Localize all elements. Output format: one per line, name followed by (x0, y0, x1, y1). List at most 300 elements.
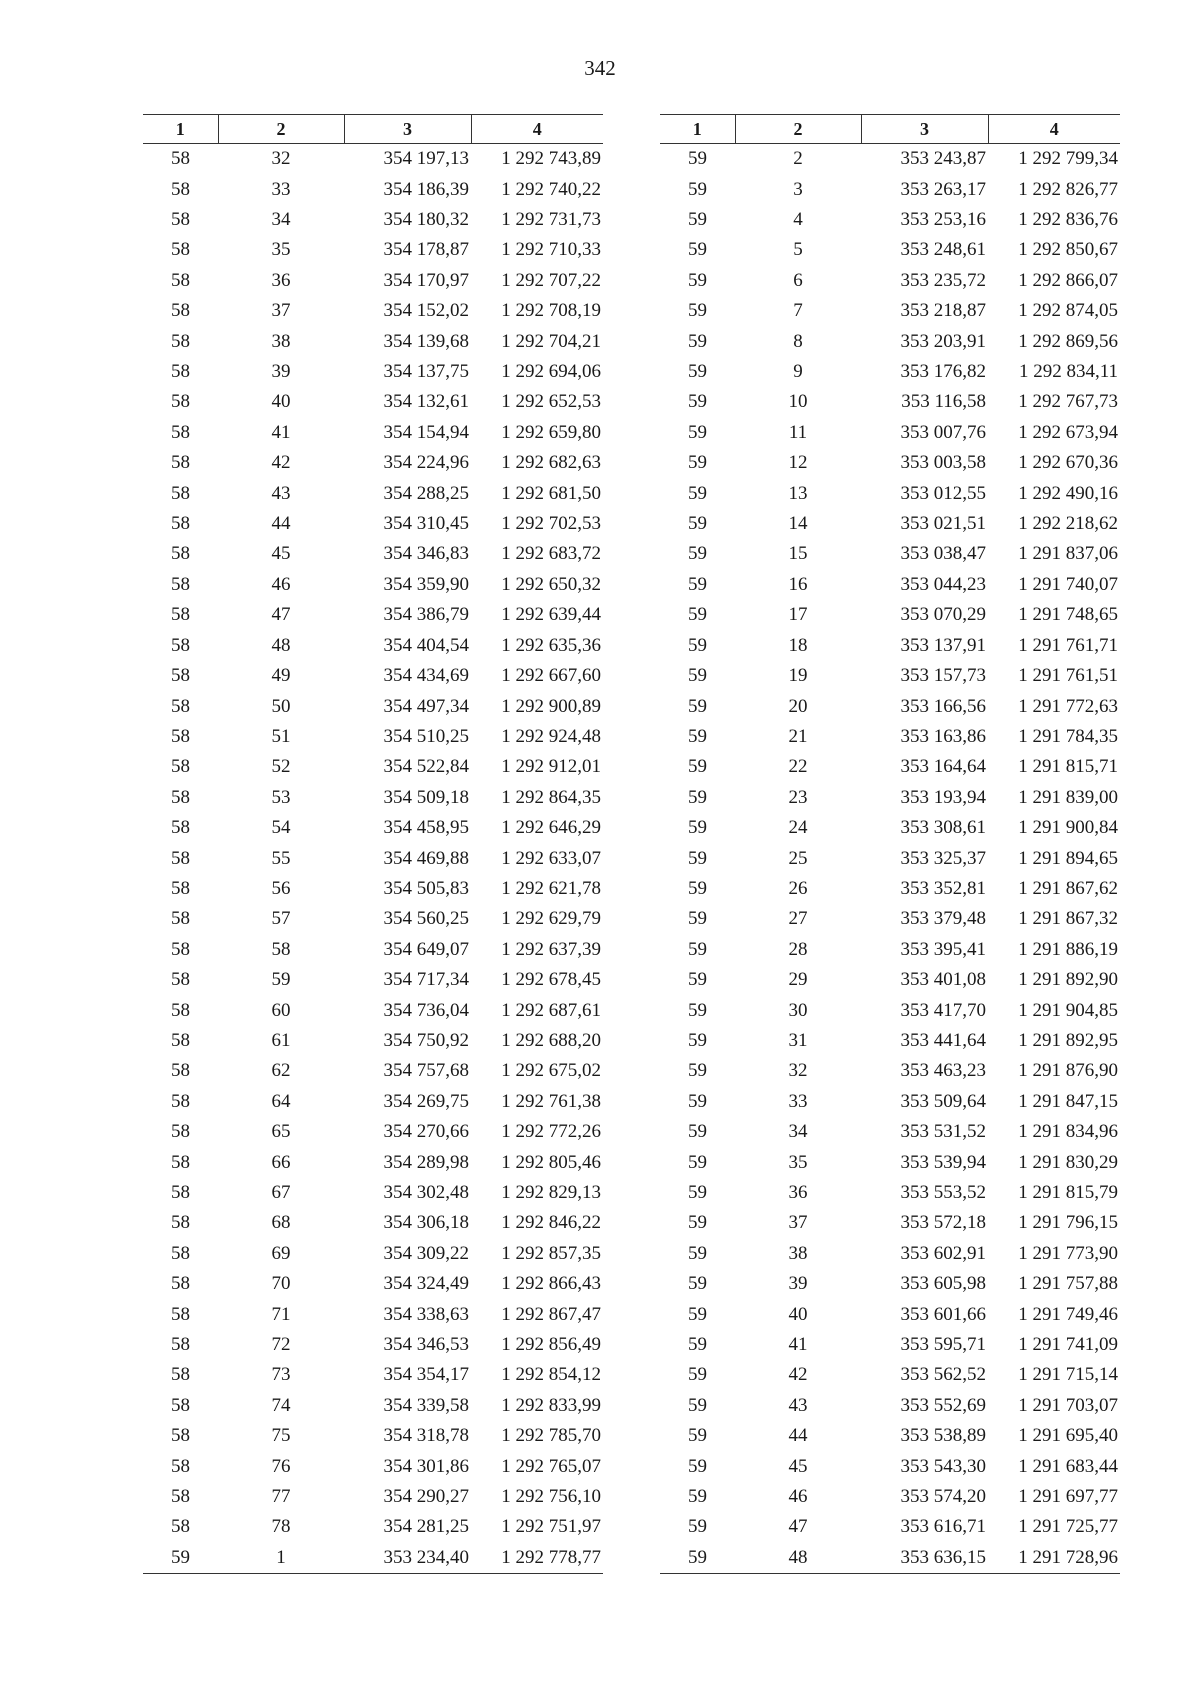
table-row (660, 174, 1120, 204)
table-cell-col-4: 1 292 857,35 (501, 1242, 601, 1264)
table-cell-col-1: 59 (688, 665, 707, 687)
table-cell-col-4: 1 292 826,77 (1018, 178, 1118, 200)
table-row (143, 296, 603, 326)
table-cell-col-4: 1 291 894,65 (1018, 847, 1118, 869)
table-cell-col-1: 58 (171, 1394, 190, 1416)
table-row (660, 144, 1120, 175)
table-cell-col-1: 59 (688, 725, 707, 747)
table-cell-col-4: 1 291 761,71 (1018, 634, 1118, 656)
table-cell-col-3: 354 505,83 (383, 877, 469, 899)
table-cell-col-3: 353 007,76 (900, 421, 986, 443)
table-row (660, 387, 1120, 417)
table-cell-col-2: 25 (788, 847, 808, 869)
table-cell-col-4: 1 292 652,53 (501, 391, 601, 413)
table-row (660, 935, 1120, 965)
table-cell-col-3: 353 441,64 (900, 1029, 986, 1051)
table-cell-col-2: 47 (271, 604, 291, 626)
table-row (660, 1330, 1120, 1360)
table-cell-col-4: 1 292 687,61 (501, 999, 601, 1021)
table-cell-col-1: 58 (171, 847, 190, 869)
table-cell-col-3: 353 539,94 (900, 1151, 986, 1173)
table-cell-col-4: 1 292 633,07 (501, 847, 601, 869)
table-cell-col-2: 15 (788, 543, 808, 565)
table-row (660, 691, 1120, 721)
table-cell-col-1: 58 (171, 330, 190, 352)
table-cell-col-1: 59 (171, 1546, 190, 1568)
table-cell-col-3: 354 180,32 (383, 209, 469, 231)
table-cell-col-3: 353 012,55 (900, 482, 986, 504)
table-cell-col-4: 1 292 670,36 (1018, 452, 1118, 474)
table-cell-col-2: 66 (271, 1151, 291, 1173)
table-cell-col-2: 46 (271, 573, 291, 595)
table-row (660, 1178, 1120, 1208)
table-cell-col-3: 353 003,58 (900, 452, 986, 474)
table-cell-col-3: 354 509,18 (383, 786, 469, 808)
table-cell-col-2: 45 (788, 1455, 808, 1477)
table-cell-col-2: 19 (788, 665, 808, 687)
table-cell-col-4: 1 291 815,71 (1018, 756, 1118, 778)
table-row (143, 1117, 603, 1147)
table-cell-col-1: 59 (688, 421, 707, 443)
table-cell-col-2: 34 (788, 1121, 808, 1143)
table-cell-col-1: 58 (171, 573, 190, 595)
table-cell-col-4: 1 291 867,62 (1018, 877, 1118, 899)
table-row (143, 935, 603, 965)
table-cell-col-2: 42 (788, 1364, 808, 1386)
table-cell-col-3: 353 531,52 (900, 1121, 986, 1143)
table-cell-col-2: 12 (788, 452, 808, 474)
table-cell-col-3: 354 434,69 (383, 665, 469, 687)
table-cell-col-1: 59 (688, 1090, 707, 1112)
table-row (660, 1208, 1120, 1238)
table-cell-col-1: 58 (171, 999, 190, 1021)
table-cell-col-1: 59 (688, 1425, 707, 1447)
table-cell-col-4: 1 292 707,22 (501, 269, 601, 291)
table-cell-col-4: 1 291 876,90 (1018, 1060, 1118, 1082)
table-cell-col-3: 354 359,90 (383, 573, 469, 595)
table-cell-col-4: 1 292 799,34 (1018, 148, 1118, 170)
table-cell-col-1: 58 (171, 513, 190, 535)
table-row (143, 266, 603, 296)
table-cell-col-2: 65 (271, 1121, 291, 1143)
table-cell-col-4: 1 292 708,19 (501, 300, 601, 322)
table-cell-col-1: 58 (171, 756, 190, 778)
table-cell-col-4: 1 292 767,73 (1018, 391, 1118, 413)
table-cell-col-4: 1 292 833,99 (501, 1394, 601, 1416)
table-cell-col-4: 1 292 682,63 (501, 452, 601, 474)
table-cell-col-2: 50 (271, 695, 291, 717)
table-cell-col-3: 353 176,82 (900, 361, 986, 383)
table-cell-col-2: 17 (788, 604, 808, 626)
table-cell-col-3: 353 253,16 (900, 209, 986, 231)
table-row (143, 1360, 603, 1390)
table-cell-col-3: 354 154,94 (383, 421, 469, 443)
table-cell-col-2: 74 (271, 1394, 291, 1416)
table-cell-col-3: 353 572,18 (900, 1212, 986, 1234)
table-row (660, 235, 1120, 265)
table-cell-col-3: 353 417,70 (900, 999, 986, 1021)
table-cell-col-1: 58 (171, 604, 190, 626)
table-cell-col-3: 353 509,64 (900, 1090, 986, 1112)
table-row (660, 1360, 1120, 1390)
table-cell-col-2: 48 (271, 634, 291, 656)
table-cell-col-2: 61 (271, 1029, 291, 1051)
table-cell-col-4: 1 291 741,09 (1018, 1334, 1118, 1356)
table-row (660, 539, 1120, 569)
table-cell-col-2: 45 (271, 543, 291, 565)
table-cell-col-3: 354 137,75 (383, 361, 469, 383)
table-cell-col-1: 59 (688, 786, 707, 808)
table-cell-col-4: 1 292 854,12 (501, 1364, 601, 1386)
table-row (143, 448, 603, 478)
table-row (143, 843, 603, 873)
table-cell-col-3: 354 510,25 (383, 725, 469, 747)
table-cell-col-1: 58 (171, 1212, 190, 1234)
table-cell-col-2: 35 (271, 239, 291, 261)
table-row (660, 752, 1120, 782)
table-cell-col-3: 354 302,48 (383, 1182, 469, 1204)
table-cell-col-2: 41 (271, 421, 291, 443)
table-cell-col-4: 1 291 847,15 (1018, 1090, 1118, 1112)
table-cell-col-2: 76 (271, 1455, 291, 1477)
table-cell-col-1: 59 (688, 573, 707, 595)
table-cell-col-2: 67 (271, 1182, 291, 1204)
table-row (660, 1269, 1120, 1299)
table-cell-col-1: 59 (688, 1546, 707, 1568)
table-cell-col-2: 40 (788, 1303, 808, 1325)
table-row (660, 1451, 1120, 1481)
table-cell-col-1: 58 (171, 148, 190, 170)
table-cell-col-4: 1 291 830,29 (1018, 1151, 1118, 1173)
table-row (143, 1299, 603, 1329)
table-cell-col-1: 58 (171, 817, 190, 839)
table-cell-col-2: 59 (271, 969, 291, 991)
table-cell-col-3: 353 157,73 (900, 665, 986, 687)
table-cell-col-1: 58 (171, 361, 190, 383)
table-cell-col-4: 1 291 900,84 (1018, 817, 1118, 839)
table-cell-col-1: 59 (688, 300, 707, 322)
table-cell-col-3: 353 552,69 (900, 1394, 986, 1416)
table-cell-col-4: 1 291 715,14 (1018, 1364, 1118, 1386)
table-row (143, 1056, 603, 1086)
table-row (660, 1026, 1120, 1056)
table-cell-col-1: 59 (688, 269, 707, 291)
table-cell-col-4: 1 291 740,07 (1018, 573, 1118, 595)
table-cell-col-2: 54 (271, 817, 291, 839)
table-row (143, 357, 603, 387)
table-cell-col-3: 354 736,04 (383, 999, 469, 1021)
table-cell-col-1: 59 (688, 239, 707, 261)
table-cell-col-2: 4 (793, 209, 803, 231)
table-cell-col-4: 1 291 725,77 (1018, 1516, 1118, 1538)
table-cell-col-3: 354 339,58 (383, 1394, 469, 1416)
table-cell-col-3: 353 605,98 (900, 1273, 986, 1295)
table-cell-col-3: 353 401,08 (900, 969, 986, 991)
table-row (660, 813, 1120, 843)
table-cell-col-1: 58 (171, 938, 190, 960)
table-cell-col-1: 59 (688, 1364, 707, 1386)
table-cell-col-1: 59 (688, 452, 707, 474)
table-cell-col-4: 1 292 743,89 (501, 148, 601, 170)
table-cell-col-1: 59 (688, 361, 707, 383)
table-cell-col-4: 1 292 675,02 (501, 1060, 601, 1082)
table-cell-col-2: 10 (788, 391, 808, 413)
table-cell-col-4: 1 292 805,46 (501, 1151, 601, 1173)
table-cell-col-1: 58 (171, 665, 190, 687)
table-row (143, 904, 603, 934)
table-cell-col-4: 1 291 796,15 (1018, 1212, 1118, 1234)
table-cell-col-3: 354 318,78 (383, 1425, 469, 1447)
table-cell-col-2: 30 (788, 999, 808, 1021)
table-row (660, 600, 1120, 630)
table-cell-col-2: 43 (788, 1394, 808, 1416)
table-cell-col-3: 353 263,17 (900, 178, 986, 200)
table-cell-col-2: 36 (788, 1182, 808, 1204)
table-cell-col-2: 75 (271, 1425, 291, 1447)
table-cell-col-3: 353 070,29 (900, 604, 986, 626)
column-header-3: 3 (344, 115, 471, 144)
table-row (143, 752, 603, 782)
table-cell-col-4: 1 292 683,72 (501, 543, 601, 565)
table-row (660, 1056, 1120, 1086)
table-cell-col-1: 58 (171, 391, 190, 413)
table-cell-col-4: 1 292 846,22 (501, 1212, 601, 1234)
table-row (660, 418, 1120, 448)
table-cell-col-2: 71 (271, 1303, 291, 1325)
table-cell-col-1: 59 (688, 938, 707, 960)
table-cell-col-4: 1 292 218,62 (1018, 513, 1118, 535)
table-row (660, 1543, 1120, 1574)
table-cell-col-1: 59 (688, 817, 707, 839)
table-cell-col-2: 5 (793, 239, 803, 261)
table-cell-col-1: 59 (688, 908, 707, 930)
table-row (660, 1482, 1120, 1512)
table-row (143, 1512, 603, 1542)
table-cell-col-4: 1 292 490,16 (1018, 482, 1118, 504)
table-cell-col-3: 354 458,95 (383, 817, 469, 839)
table-cell-col-4: 1 291 703,07 (1018, 1394, 1118, 1416)
table-cell-col-2: 8 (793, 330, 803, 352)
table-cell-col-3: 354 324,49 (383, 1273, 469, 1295)
table-cell-col-1: 59 (688, 1516, 707, 1538)
table-cell-col-3: 353 234,40 (383, 1546, 469, 1568)
table-cell-col-4: 1 292 702,53 (501, 513, 601, 535)
table-cell-col-1: 58 (171, 1029, 190, 1051)
table-cell-col-1: 59 (688, 1182, 707, 1204)
table-cell-col-3: 354 170,97 (383, 269, 469, 291)
table-cell-col-1: 58 (171, 543, 190, 565)
table-cell-col-3: 353 235,72 (900, 269, 986, 291)
table-cell-col-4: 1 292 667,60 (501, 665, 601, 687)
table-cell-col-3: 354 309,22 (383, 1242, 469, 1264)
table-cell-col-3: 354 404,54 (383, 634, 469, 656)
table-row (660, 843, 1120, 873)
table-cell-col-1: 58 (171, 1090, 190, 1112)
table-cell-col-4: 1 292 629,79 (501, 908, 601, 930)
table-cell-col-4: 1 292 710,33 (501, 239, 601, 261)
table-cell-col-3: 354 281,25 (383, 1516, 469, 1538)
table-cell-col-4: 1 291 892,95 (1018, 1029, 1118, 1051)
table-row (143, 691, 603, 721)
table-cell-col-1: 59 (688, 1212, 707, 1234)
table-cell-col-1: 58 (171, 695, 190, 717)
table-cell-col-4: 1 292 761,38 (501, 1090, 601, 1112)
table-row (143, 1269, 603, 1299)
table-row (660, 904, 1120, 934)
table-cell-col-3: 353 562,52 (900, 1364, 986, 1386)
column-header-1: 1 (660, 115, 735, 144)
table-cell-col-1: 59 (688, 877, 707, 899)
table-cell-col-4: 1 292 678,45 (501, 969, 601, 991)
table-cell-col-2: 48 (788, 1546, 808, 1568)
table-cell-col-3: 353 243,87 (900, 148, 986, 170)
table-cell-col-1: 58 (171, 1364, 190, 1386)
table-cell-col-3: 353 248,61 (900, 239, 986, 261)
table-cell-col-3: 354 269,75 (383, 1090, 469, 1112)
table-cell-col-3: 354 270,66 (383, 1121, 469, 1143)
table-row (143, 174, 603, 204)
table-cell-col-2: 37 (271, 300, 291, 322)
table-cell-col-2: 41 (788, 1334, 808, 1356)
table-row (660, 570, 1120, 600)
table-cell-col-3: 354 306,18 (383, 1212, 469, 1234)
table-cell-col-3: 353 308,61 (900, 817, 986, 839)
table-cell-col-4: 1 292 864,35 (501, 786, 601, 808)
table-cell-col-2: 70 (271, 1273, 291, 1295)
table-cell-col-4: 1 292 829,13 (501, 1182, 601, 1204)
table-cell-col-3: 353 379,48 (900, 908, 986, 930)
table-cell-col-2: 22 (788, 756, 808, 778)
column-header-3: 3 (861, 115, 988, 144)
table-cell-col-1: 58 (171, 1151, 190, 1173)
table-cell-col-2: 77 (271, 1486, 291, 1508)
table-row (143, 1330, 603, 1360)
table-cell-col-4: 1 291 904,85 (1018, 999, 1118, 1021)
table-cell-col-2: 35 (788, 1151, 808, 1173)
column-header-2: 2 (218, 115, 344, 144)
table-row (660, 478, 1120, 508)
table-row (660, 722, 1120, 752)
table-cell-col-2: 38 (271, 330, 291, 352)
table-cell-col-4: 1 291 867,32 (1018, 908, 1118, 930)
table-cell-col-4: 1 292 924,48 (501, 725, 601, 747)
table-cell-col-3: 353 044,23 (900, 573, 986, 595)
table-cell-col-3: 353 137,91 (900, 634, 986, 656)
table-cell-col-2: 16 (788, 573, 808, 595)
table-cell-col-2: 1 (276, 1546, 286, 1568)
table-row (143, 1239, 603, 1269)
table-row (143, 1391, 603, 1421)
table-cell-col-2: 46 (788, 1486, 808, 1508)
table-row (143, 539, 603, 569)
table-cell-col-4: 1 292 694,06 (501, 361, 601, 383)
table-cell-col-3: 354 289,98 (383, 1151, 469, 1173)
table-cell-col-2: 39 (271, 361, 291, 383)
table-cell-col-4: 1 292 751,97 (501, 1516, 601, 1538)
table-row (660, 1147, 1120, 1177)
table-cell-col-4: 1 292 621,78 (501, 877, 601, 899)
table-cell-col-1: 58 (171, 786, 190, 808)
table-cell-col-2: 32 (271, 148, 291, 170)
table-cell-col-3: 353 543,30 (900, 1455, 986, 1477)
table-cell-col-3: 354 649,07 (383, 938, 469, 960)
table-header-row (143, 115, 603, 144)
table-cell-col-1: 58 (171, 1455, 190, 1477)
table-cell-col-4: 1 292 740,22 (501, 178, 601, 200)
table-cell-col-1: 58 (171, 969, 190, 991)
table-row (143, 387, 603, 417)
table-cell-col-1: 59 (688, 999, 707, 1021)
column-header-4: 4 (988, 115, 1120, 144)
table-row (143, 478, 603, 508)
table-cell-col-2: 53 (271, 786, 291, 808)
table-cell-col-3: 354 186,39 (383, 178, 469, 200)
table-cell-col-2: 13 (788, 482, 808, 504)
table-cell-col-4: 1 292 635,36 (501, 634, 601, 656)
table-cell-col-1: 59 (688, 1303, 707, 1325)
column-header-4: 4 (471, 115, 603, 144)
table-cell-col-2: 33 (788, 1090, 808, 1112)
table-row (143, 235, 603, 265)
table-cell-col-1: 58 (171, 452, 190, 474)
table-row (660, 205, 1120, 235)
table-cell-col-3: 354 139,68 (383, 330, 469, 352)
table-body-right (660, 144, 1120, 1574)
table-cell-col-3: 353 218,87 (900, 300, 986, 322)
table-cell-col-1: 59 (688, 756, 707, 778)
table-cell-col-3: 354 386,79 (383, 604, 469, 626)
table-cell-col-3: 354 224,96 (383, 452, 469, 474)
table-row (143, 1451, 603, 1481)
table-cell-col-2: 38 (788, 1242, 808, 1264)
table-cell-col-4: 1 292 867,47 (501, 1303, 601, 1325)
table-row (143, 570, 603, 600)
table-cell-col-2: 62 (271, 1060, 291, 1082)
table-cell-col-4: 1 291 772,63 (1018, 695, 1118, 717)
table-cell-col-2: 33 (271, 178, 291, 200)
table-cell-col-1: 59 (688, 634, 707, 656)
table-cell-col-3: 354 354,17 (383, 1364, 469, 1386)
table-cell-col-2: 6 (793, 269, 803, 291)
table-cell-col-4: 1 291 892,90 (1018, 969, 1118, 991)
table-cell-col-3: 354 717,34 (383, 969, 469, 991)
table-cell-col-1: 58 (171, 300, 190, 322)
table-cell-col-3: 354 132,61 (383, 391, 469, 413)
table-row (660, 1421, 1120, 1451)
table-cell-col-2: 31 (788, 1029, 808, 1051)
table-cell-col-4: 1 291 834,96 (1018, 1121, 1118, 1143)
table-cell-col-1: 58 (171, 421, 190, 443)
table-row (143, 995, 603, 1025)
table-row (660, 357, 1120, 387)
table-row (660, 266, 1120, 296)
table-cell-col-1: 58 (171, 725, 190, 747)
table-cell-col-1: 59 (688, 969, 707, 991)
table-cell-col-1: 59 (688, 847, 707, 869)
table-cell-col-1: 58 (171, 1303, 190, 1325)
table-cell-col-2: 36 (271, 269, 291, 291)
coordinates-table-left (143, 114, 603, 1574)
table-cell-col-3: 353 163,86 (900, 725, 986, 747)
table-row (143, 631, 603, 661)
table-cell-col-2: 20 (788, 695, 808, 717)
table-cell-col-3: 353 193,94 (900, 786, 986, 808)
table-header-row (660, 115, 1120, 144)
table-cell-col-2: 34 (271, 209, 291, 231)
table-row (143, 1208, 603, 1238)
table-cell-col-4: 1 291 773,90 (1018, 1242, 1118, 1264)
table-cell-col-3: 353 636,15 (900, 1546, 986, 1568)
